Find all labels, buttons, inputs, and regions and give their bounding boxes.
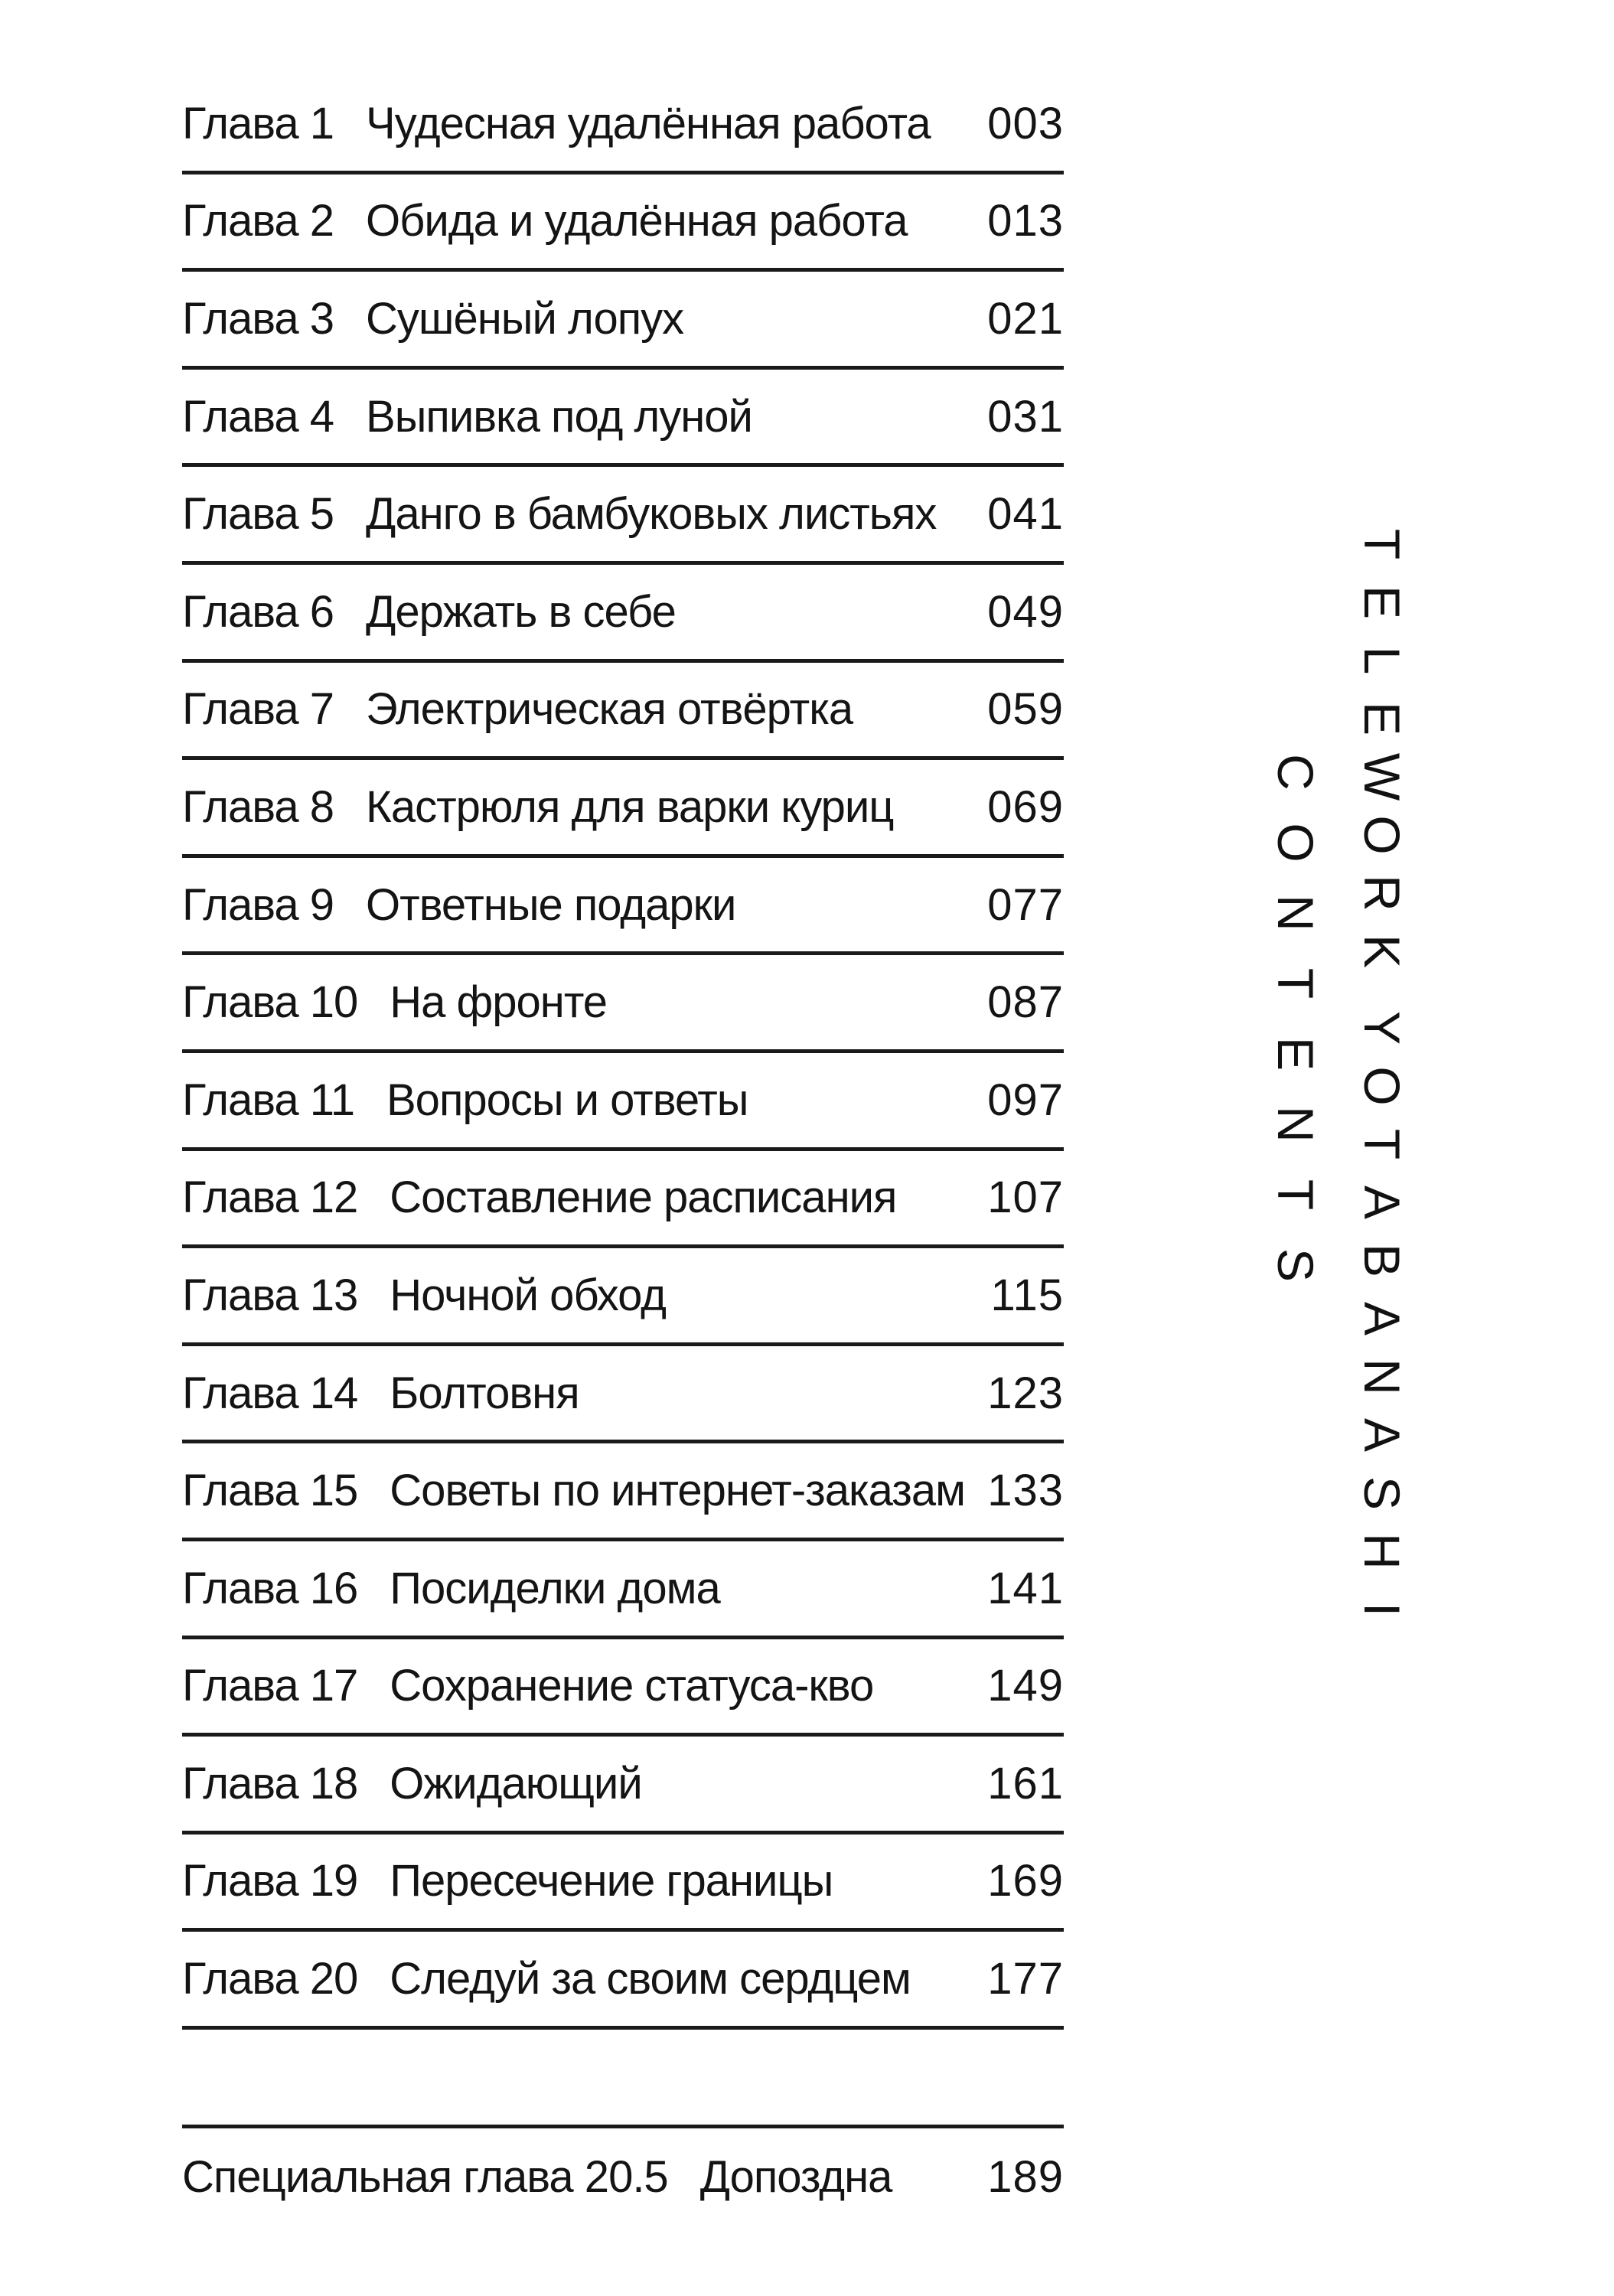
chapter-title: Обида и удалённая работа (366, 196, 908, 246)
page-number: 021 (987, 293, 1064, 344)
section-divider (182, 2030, 1064, 2128)
chapter-label: Глава 5 (182, 489, 334, 540)
page-number: 189 (987, 2151, 1064, 2202)
page-number: 077 (987, 879, 1064, 930)
toc-row (182, 858, 1064, 956)
vertical-letter: E (1354, 701, 1410, 736)
chapter-title: Сушёный лопух (366, 293, 684, 344)
vertical-letter: L (1354, 646, 1410, 675)
toc-row (182, 272, 1064, 370)
vertical-letter: A (1354, 1417, 1410, 1453)
chapter-label: Глава 11 (182, 1075, 354, 1125)
toc-row (182, 565, 1064, 663)
vertical-letter: E (1267, 1036, 1324, 1071)
page-number: 123 (987, 1368, 1064, 1418)
toc-special-row (182, 2128, 1064, 2226)
chapter-title: Данго в бамбуковых листьях (366, 489, 937, 540)
toc-row (182, 1639, 1064, 1737)
page-number: 177 (987, 1954, 1064, 2004)
chapter-label: Глава 17 (182, 1661, 358, 1711)
page-number: 149 (987, 1661, 1064, 1711)
toc-row (182, 1346, 1064, 1444)
chapter-title: Составление расписания (390, 1172, 897, 1223)
chapter-title: Держать в себе (366, 586, 676, 637)
chapter-title: Электрическая отвёртка (366, 684, 853, 735)
toc-list (182, 77, 1064, 2226)
chapter-label: Глава 20 (182, 1954, 358, 2004)
chapter-label: Глава 8 (182, 781, 334, 832)
toc-row (182, 1541, 1064, 1639)
vertical-letter: N (1354, 1358, 1410, 1395)
vertical-letter: I (1354, 1602, 1410, 1617)
toc-row (182, 760, 1064, 858)
chapter-title: Посиделки дома (390, 1563, 720, 1613)
page-number: 013 (987, 196, 1064, 246)
vertical-letter: O (1354, 815, 1410, 855)
vertical-letter: A (1354, 1185, 1410, 1220)
vertical-letter: C (1267, 754, 1324, 791)
page-number: 049 (987, 586, 1064, 637)
toc-row (182, 77, 1064, 174)
vertical-letter: O (1267, 823, 1324, 863)
chapter-title: Советы по интернет-заказам (390, 1466, 966, 1516)
toc-row (182, 955, 1064, 1053)
chapter-label: Глава 13 (182, 1270, 358, 1320)
chapter-title: Вопросы и ответы (386, 1075, 748, 1125)
chapter-title: Следуй за своим сердцем (390, 1954, 911, 2004)
chapter-label: Глава 16 (182, 1563, 358, 1613)
chapter-title: Ответные подарки (366, 879, 736, 930)
toc-row (182, 370, 1064, 468)
vertical-letter: W (1354, 752, 1410, 801)
page-number: 115 (990, 1270, 1064, 1320)
page-number: 097 (987, 1075, 1064, 1125)
chapter-label: Глава 3 (182, 293, 334, 344)
vertical-letter: R (1354, 875, 1410, 912)
chapter-title: Ожидающий (390, 1758, 642, 1808)
chapter-label: Глава 19 (182, 1856, 358, 1906)
chapter-title: Пересечение границы (390, 1856, 833, 1906)
chapter-label: Глава 2 (182, 196, 334, 246)
chapter-title: Чудесная удалённая работа (366, 98, 931, 148)
vertical-letter: N (1267, 895, 1324, 931)
chapter-label: Специальная глава 20.5 (182, 2151, 668, 2202)
chapter-label: Глава 6 (182, 586, 334, 637)
vertical-letter: B (1354, 1243, 1410, 1278)
vertical-letter: T (1354, 1128, 1410, 1160)
chapter-title: Допоздна (699, 2151, 892, 2202)
chapter-title: Ночной обход (390, 1270, 666, 1320)
vertical-letter: Y (1354, 1010, 1410, 1045)
chapter-title: Сохранение статуса-кво (390, 1661, 874, 1711)
chapter-title: Болтовня (390, 1368, 579, 1418)
toc-row (182, 1835, 1064, 1932)
page-number: 031 (987, 391, 1064, 442)
letter-gap (1359, 980, 1405, 999)
vertical-letter: T (1267, 1179, 1324, 1211)
chapter-label: Глава 9 (182, 879, 334, 930)
chapter-label: Глава 18 (182, 1758, 358, 1808)
page-number: 087 (987, 977, 1064, 1028)
page-number: 133 (987, 1466, 1064, 1516)
chapter-label: Глава 7 (182, 684, 334, 735)
chapter-title: На фронте (390, 977, 607, 1028)
vertical-letter: K (1354, 934, 1410, 969)
page-number: 161 (987, 1758, 1064, 1808)
chapter-label: Глава 10 (182, 977, 358, 1028)
toc-row (182, 1151, 1064, 1249)
page-number: 169 (987, 1856, 1064, 1906)
chapter-title: Выпивка под луной (366, 391, 752, 442)
vertical-letter: S (1354, 1476, 1410, 1511)
page-number: 069 (987, 781, 1064, 832)
toc-row (182, 174, 1064, 272)
vertical-letter: T (1354, 528, 1410, 560)
vertical-letter: T (1267, 967, 1324, 1000)
page-number: 107 (987, 1172, 1064, 1223)
page-number: 003 (987, 98, 1064, 148)
toc-row (182, 1737, 1064, 1835)
vertical-contents-label (1267, 737, 1324, 1300)
toc-row (182, 663, 1064, 761)
vertical-letter: O (1354, 1066, 1410, 1106)
vertical-letter: E (1354, 585, 1410, 620)
vertical-letter: H (1354, 1533, 1410, 1570)
chapter-title: Кастрюля для варки куриц (366, 781, 894, 832)
chapter-label: Глава 12 (182, 1172, 358, 1223)
vertical-series-title (1354, 515, 1410, 1617)
chapter-label: Глава 4 (182, 391, 334, 442)
toc-row (182, 1248, 1064, 1346)
page-number: 059 (987, 684, 1064, 735)
toc-row (182, 1053, 1064, 1151)
page-number: 041 (987, 489, 1064, 540)
page-number: 141 (987, 1563, 1064, 1613)
toc-row (182, 467, 1064, 565)
chapter-label: Глава 14 (182, 1368, 358, 1418)
toc-row (182, 1443, 1064, 1541)
chapter-label: Глава 15 (182, 1466, 358, 1516)
vertical-letter: N (1267, 1106, 1324, 1143)
chapter-label: Глава 1 (182, 98, 334, 148)
vertical-letter: S (1267, 1247, 1324, 1283)
toc-row (182, 1932, 1064, 2030)
vertical-letter: A (1354, 1301, 1410, 1336)
